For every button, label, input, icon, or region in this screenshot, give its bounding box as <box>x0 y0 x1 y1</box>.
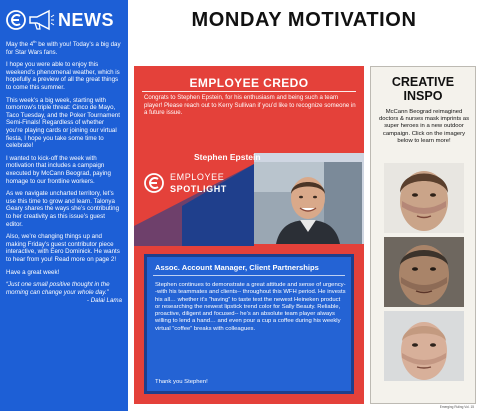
profile-divider <box>153 275 345 276</box>
inspo-description: McCann Beograd reimagined doctors & nurses mask imprints as super heroes in a new outdoor campaign. Click on the imagery below to learn more! <box>378 109 470 144</box>
inspo-title-line2: INSPO <box>403 89 443 103</box>
spotlight-label-line2: SPOTLIGHT <box>170 184 227 194</box>
megaphone-icon <box>27 9 55 31</box>
news-column <box>0 0 128 411</box>
page-footer: Emerging Ruling Vol. 15 <box>439 405 474 409</box>
news-paragraph: I hope you were able to enjoy this weekend’s phenomenal weather, which is hopefully a preview of all the great things to come this summer. <box>6 61 120 92</box>
news-paragraph: Have a great week! <box>6 268 60 276</box>
employee-thanks: Thank you Stephen! <box>155 379 208 385</box>
inspo-title <box>371 75 475 103</box>
employee-description: Stephen continues to demonstrate a great attitude and sense of urgency--with his teammates and clients-- throughout this WFH period. He invests his all… whether it’s “having” to taste test the newest Heineken product or researching the newest lipstick trend color for Sally Beauty. Reliable, proactive, diligent and focused-- he’s an absolute team player always willing to lend a hand… and even pour a cup a coffee during his weekly virtual “coffee” breaks with colleagues. <box>155 282 346 332</box>
news-brand <box>6 6 122 34</box>
news-quote: “Just one small positive thought in the morning can change your whole day.” <box>6 281 110 296</box>
employee-portrait <box>254 162 362 244</box>
news-intro <box>6 38 122 56</box>
news-paragraph: I wanted to kick-off the week with motivation that includes a campaign executed by McCann Beograd, paying homage to our frontline workers. <box>6 154 111 185</box>
creative-inspo-panel <box>370 66 476 404</box>
page-title: MONDAY MOTIVATION <box>191 9 417 31</box>
credo-intro: Congrats to Stephen Epstein, for his enthusiasm and being such a team player! Please reach out to Kerry Sullivan if you’d like to recognize someone in a future issue. <box>144 94 356 117</box>
employee-credo-panel <box>134 66 364 404</box>
company-logo-icon <box>6 10 26 30</box>
news-intro-part2: be with you! Today’s a big day for Star Wars fans. <box>6 41 121 56</box>
news-intro-sup: th <box>33 39 37 44</box>
news-paragraph: This week’s a big week, starting with tomorrow’s triple threat: Cinco de Mayo, Taco Tuesday, and the Poker Tournament Semi-Finals! Regardless of whether you’re playing cards or joining our virtual fiesta, I hope you take some time to celebrate! <box>6 96 120 150</box>
employee-role: Assoc. Account Manager, Client Partnerships <box>155 263 319 272</box>
news-intro-part1: May the 4 <box>6 41 34 49</box>
news-quote-author: - Dalai Lama <box>86 297 122 305</box>
credo-title: EMPLOYEE CREDO <box>189 76 309 90</box>
campaign-image-3[interactable] <box>384 311 464 381</box>
employee-profile-box <box>144 254 354 394</box>
inspo-title-line1: CREATIVE <box>391 75 455 89</box>
spotlight-logo-icon <box>144 173 164 193</box>
news-title: NEWS <box>58 9 114 30</box>
campaign-image-2[interactable] <box>384 237 464 307</box>
news-paragraph: Also, we’re changing things up and making Friday’s guest contributor piece interactive, with Eero Dominick. He wants to hear from you! Read more on page 2! <box>6 233 120 263</box>
spotlight-label-line1: EMPLOYEE <box>170 172 225 182</box>
spotlight-name: Stephen Epstein <box>194 152 261 162</box>
news-paragraph: As we navigate uncharted territory, let’s use this time to grow and learn. Talonya Geary shares the ways she’s contributing to her creativity as this issue’s guest editor. <box>6 190 120 228</box>
campaign-image-1[interactable] <box>384 163 464 233</box>
